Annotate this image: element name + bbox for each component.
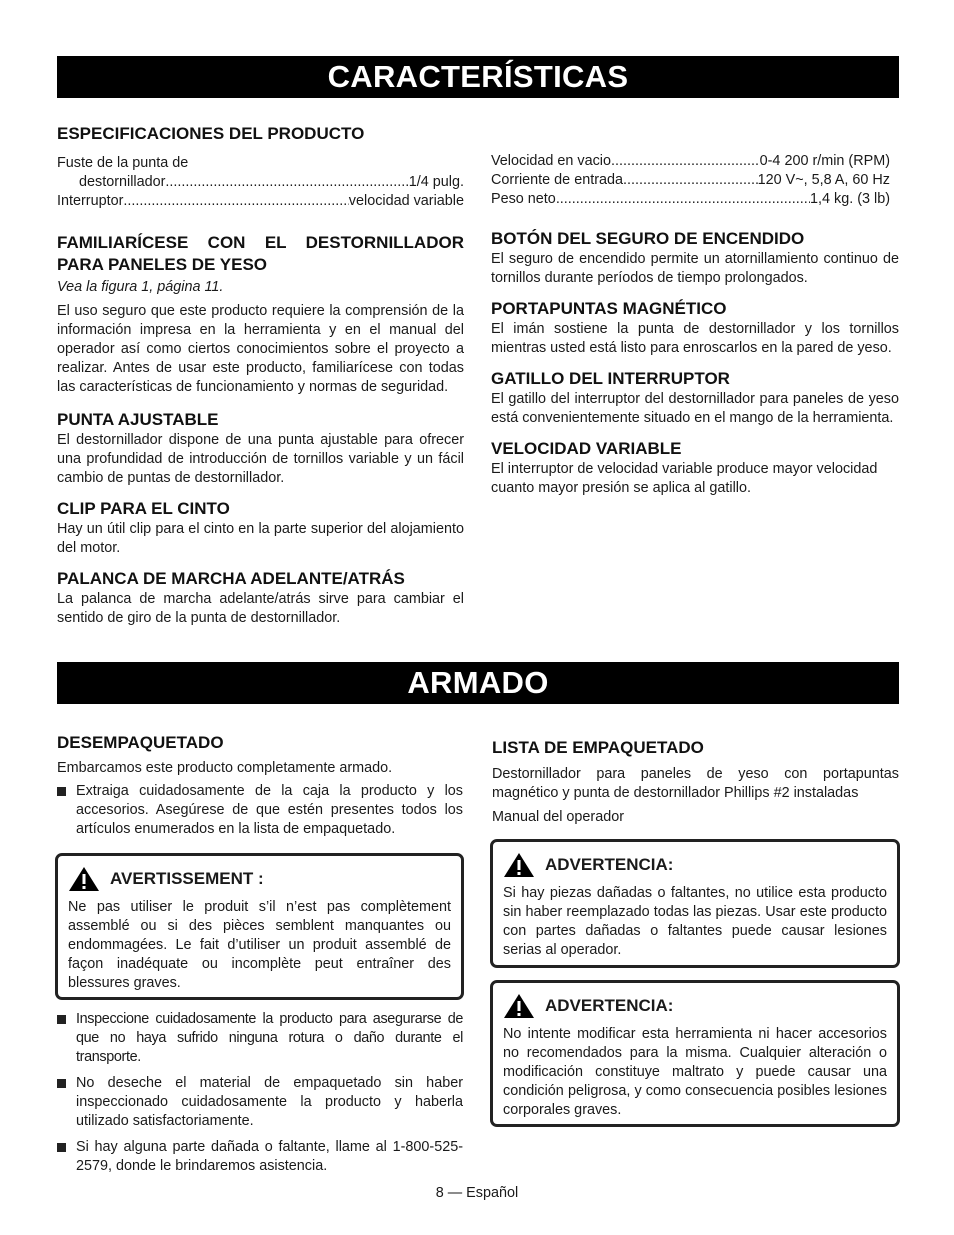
familiarize-heading: FAMILIARÍCESE CON EL DESTORNILLADOR PARA PANELES DE YESO [57,233,464,274]
list-item: Extraiga cuidadosamente de la caja la producto y los accesorios. Asegúrese de que estén presentes todos los artículos enumerados en la lista de empaquetado. [57,782,463,839]
figure-reference: Vea la figura 1, página 11. [57,279,224,295]
list-item: Inspeccione cuidadosamente la producto para asegurarse de que no haya sufrido ninguna rotura o daño durante el transporte. [57,1010,463,1067]
warning-triangle-icon [503,993,535,1019]
spec-row: Fuste de la punta de [57,155,189,171]
familiarize-text: El uso seguro que este producto requiere la comprensión de la información impresa en la herramienta y en el manual del operador así como ciertos conocimientos sobre el proyecto a realizar. Antes de usar este producto, familiarícese con todas las características de funcionamiento y normas de seguridad. [57,303,464,395]
velocidad-text: El interruptor de velocidad variable produce mayor velocidad cuanto mayor presión se aplica al gatillo. [491,461,878,496]
armado-banner: ARMADO [57,662,899,704]
warning-header [503,852,887,878]
spec-row: Corriente de entrada ..... 120 V~, 5,8 A, 60 Hz [491,171,890,190]
boton-text: El seguro de encendido permite un atornillamiento continuo de tornillos durante períodos de tiempo prolongados. [491,251,899,286]
leader-dots [123,192,348,211]
avertissement-text: Ne pas utiliser le produit s’il n’est pas complètement assemblé ou si des pièces semblent manquantes ou endommagées. Le fait d’utiliser un produit assemblé de façon inadéquate ou incomplète peut entraîner des blessures graves. [68,899,451,991]
advertencia-box-1 [490,839,900,968]
advertencia-text: No intente modificar esta herramienta ni hacer accesorios no recomendados para la misma. Cualquier alteración o modificación constituye maltrato y puede causar una condición peligrosa, y como consecuencia posibles lesiones corporales graves. [503,1026,887,1118]
spec-row: Peso neto ..... 1,4 kg. (3 lb) [491,190,890,209]
boton-heading: BOTÓN DEL SEGURO DE ENCENDIDO [491,229,805,248]
advertencia-title: ADVERTENCIA: [545,855,674,874]
leader-dots [623,171,758,190]
portapuntas-text: El imán sostiene la punta de destornillador y los tornillos mientras usted está listo para enroscarlos en la pared de yeso. [491,321,899,356]
lista-heading: LISTA DE EMPAQUETADO [492,738,704,757]
desempaquetado-heading: DESEMPAQUETADO [57,733,224,752]
velocidad-heading: VELOCIDAD VARIABLE [491,439,682,458]
avertissement-box [55,853,464,1000]
caracteristicas-right-column [491,228,899,498]
desempaquetado-top [57,732,463,839]
desempaquetado-intro: Embarcamos este producto completamente armado. [57,760,393,776]
punta-text: El destornillador dispone de una punta ajustable para ofrecer una profundidad de introducción de tornillos variable y un fácil cambio de puntas de destornillador. [57,432,464,486]
list-item: Si hay alguna parte dañada o faltante, llame al 1-800-525-2579, donde le brindaremos asistencia. [57,1138,463,1176]
bullet-square [57,1015,66,1024]
palanca-text: La palanca de marcha adelante/atrás sirve para cambiar el sentido de giro de la punta de destornillador. [57,591,464,626]
palanca-heading: PALANCA DE MARCHA ADELANTE/ATRÁS [57,569,405,588]
clip-text: Hay un útil clip para el cinto en la parte superior del alojamiento del motor. [57,521,464,556]
lista-item: Manual del operador [492,809,625,825]
avertissement-title: AVERTISSEMENT : [110,869,264,888]
portapuntas-heading: PORTAPUNTAS MAGNÉTICO [491,299,727,318]
warning-header [503,993,887,1019]
caracteristicas-left-column [57,123,464,628]
list-item: No deseche el material de empaquetado sin haber inspeccionado cuidadosamente la producto y haberla utilizado satisfactoriamente. [57,1074,463,1131]
leader-dots [611,152,760,171]
bullet-square [57,787,66,796]
advertencia-box-2 [490,980,900,1127]
warning-triangle-icon [503,852,535,878]
advertencia-title: ADVERTENCIA: [545,996,674,1015]
bullet-square [57,1079,66,1088]
spec-row: Velocidad en vacio ..... 0-4 200 r/min (RPM) [491,152,890,171]
warning-triangle-icon [68,866,100,892]
gatillo-text: El gatillo del interruptor del destornillador para paneles de yeso está convenientemente situado en el mango de la herramienta. [491,391,899,426]
advertencia-text: Si hay piezas dañadas o faltantes, no utilice esta producto sin haber reemplazado todas las piezas. Usar este producto con partes dañadas o faltantes puede causar lesiones serias al operador. [503,885,887,958]
leader-dots [556,190,810,209]
desempaquetado-bullets [57,1010,463,1176]
leader-dots [165,173,408,192]
gatillo-heading: GATILLO DEL INTERRUPTOR [491,369,730,388]
warning-header [68,866,451,892]
lista-item: Destornillador para paneles de yeso con portapuntas magnético y punta de destornillador Phillips #2 instaladas [492,766,899,801]
especificaciones-heading: ESPECIFICACIONES DEL PRODUCTO [57,124,365,143]
clip-heading: CLIP PARA EL CINTO [57,499,230,518]
lista-empaquetado [492,737,899,827]
bullet-square [57,1143,66,1152]
page-number: 8 — Español [435,1185,519,1201]
spec-list-left [57,154,464,211]
punta-heading: PUNTA AJUSTABLE [57,410,219,429]
spec-row: destornillador ..... 1/4 pulg. [57,173,464,192]
caracteristicas-banner: CARACTERÍSTICAS [57,56,899,98]
spec-list-right [491,152,890,209]
spec-row: Interruptor ..... velocidad variable [57,192,464,211]
